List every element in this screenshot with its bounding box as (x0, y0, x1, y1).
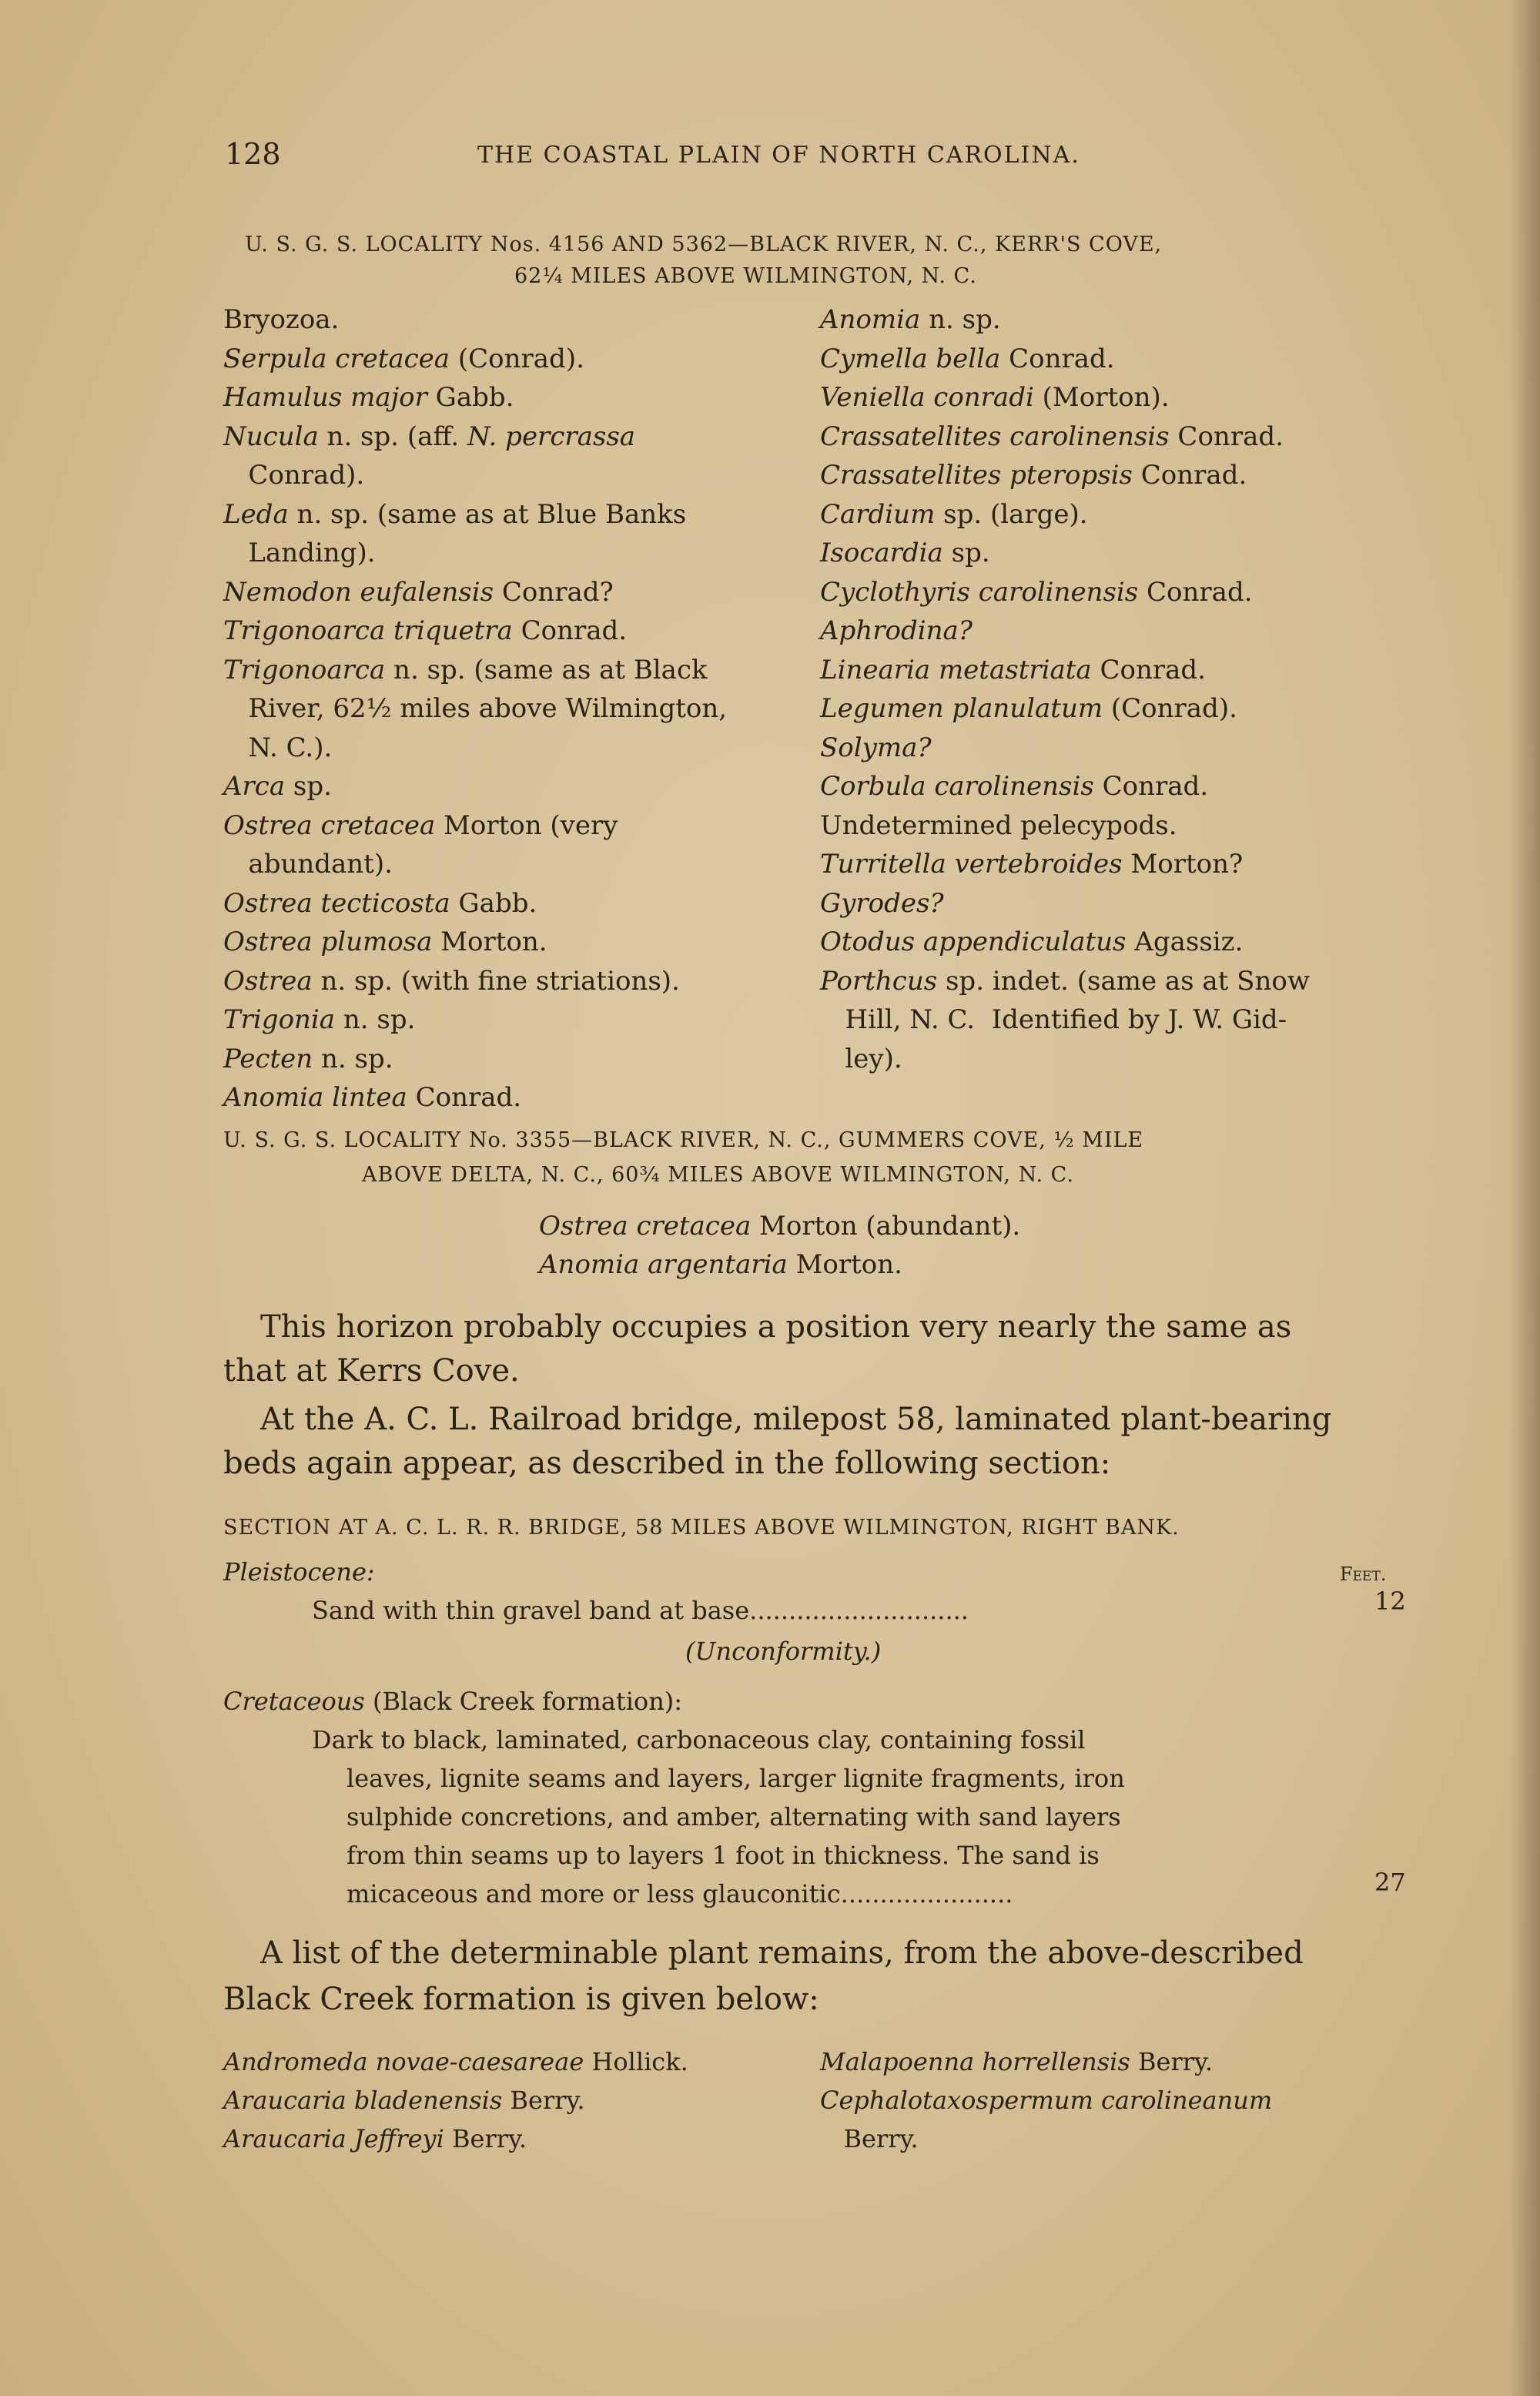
species-entry-italic: Ostrea plumosa (223, 927, 433, 957)
clay-line5: micaceous and more or less glauconitic...................... (346, 1879, 1013, 1908)
page-number: 128 (225, 137, 281, 171)
species-entry-italic: Leda (223, 498, 289, 530)
species-entry (223, 382, 514, 413)
species-entry-text: Conrad. (1132, 460, 1247, 491)
species-entry-text: (Conrad). (1103, 693, 1237, 724)
species-entry-text: n. sp. (with fine striations). (312, 965, 680, 997)
species-entry-italic: Arca (223, 771, 286, 802)
species-entry-italic: Anomia lintea (223, 1082, 407, 1113)
species-entry (223, 888, 537, 919)
locality2-caption-line2: ABOVE DELTA, N. C., 60¾ MILES ABOVE WILMINGTON, N. C. (362, 1163, 1074, 1187)
plant-entry-text: Berry. (444, 2124, 527, 2153)
species-entry-italic: Porthcus (820, 965, 938, 997)
species-entry-italic: Crassatellites carolinensis (820, 421, 1170, 452)
species-entry (223, 849, 393, 880)
species-entry (820, 810, 1177, 841)
species-entry-italic: Crassatellites pteropsis (820, 460, 1133, 491)
species-entry-italic: Ostrea cretacea (539, 1211, 752, 1242)
prose-p2-line1: At the A. C. L. Railroad bridge, milepost 58, laminated plant-bearing (260, 1402, 1332, 1437)
locality1-caption-line2: 62¼ MILES ABOVE WILMINGTON, N. C. (514, 264, 977, 288)
species-entry (223, 615, 627, 646)
species-entry (223, 1004, 415, 1035)
species-entry-text: sp. (large). (935, 498, 1088, 530)
species-entry-text: Hill, N. C. Identified by J. W. Gid- (820, 1004, 1287, 1035)
clay-thickness: 27 (1374, 1868, 1406, 1897)
species-entry-text: n. sp. (335, 1004, 416, 1035)
species-entry (223, 421, 635, 452)
species-entry (223, 1044, 393, 1074)
clay-line4: from thin seams up to layers 1 foot in thickness. The sand is (346, 1841, 1100, 1870)
species-entry (223, 577, 614, 608)
cretaceous-heading (223, 1687, 682, 1716)
species-entry-italic: Legumen planulatum (820, 693, 1103, 724)
clay-line2: leaves, lignite seams and layers, larger lignite fragments, iron (346, 1764, 1125, 1793)
species-entry (539, 1249, 902, 1280)
species-entry (820, 732, 932, 763)
plant-entry-italic: Andromeda novae-caesareae (223, 2047, 584, 2076)
species-entry-text: Morton. (432, 927, 547, 957)
species-entry (223, 538, 376, 568)
species-entry-italic: Trigonoarca triquetra (223, 615, 513, 646)
plant-entry (820, 2047, 1213, 2076)
plant-entry-text: Hollick. (584, 2047, 688, 2076)
species-entry (820, 888, 944, 919)
species-entry (820, 538, 990, 568)
plant-entry-text: Berry. (1130, 2047, 1214, 2076)
prose2-line1: A list of the determinable plant remains, from the above-described (260, 1935, 1304, 1971)
species-entry (223, 693, 727, 724)
species-entry (223, 732, 332, 763)
species-entry-text: n. sp. (920, 304, 1001, 335)
prose-p1-line1: This horizon probably occupies a position very nearly the same as (260, 1309, 1292, 1345)
cretaceous-rest: (Black Creek formation): (364, 1687, 683, 1716)
species-entry-text: Conrad? (494, 576, 614, 608)
species-entry-italic: Cardium (820, 498, 936, 530)
section-caption: SECTION AT A. C. L. R. R. BRIDGE, 58 MILES ABOVE WILMINGTON, RIGHT BANK. (223, 1516, 1180, 1540)
species-entry-italic: Solyma? (820, 732, 932, 763)
plant-entry (223, 2124, 527, 2153)
species-entry (539, 1211, 1020, 1242)
species-entry-text: Bryozoa. (223, 304, 340, 335)
species-entry (820, 966, 1310, 997)
species-entry-italic: Aphrodina? (820, 615, 973, 646)
species-entry (820, 1004, 1287, 1035)
species-entry-text: Conrad. (1138, 576, 1253, 608)
species-entry (223, 1082, 521, 1113)
unconformity-label: (Unconformity.) (685, 1637, 882, 1666)
species-entry-text: Gabb. (427, 382, 514, 413)
species-entry-text: (Morton). (1033, 382, 1170, 413)
species-entry-text: abundant). (223, 849, 393, 880)
species-entry-italic: Trigonia (223, 1004, 336, 1035)
pleistocene-label: Pleistocene: (223, 1557, 375, 1587)
species-entry-text: n. sp. (313, 1043, 393, 1074)
species-entry-italic: Nemodon eufalensis (223, 576, 494, 608)
species-entry (820, 615, 973, 646)
species-entry-text: Morton. (787, 1249, 902, 1280)
species-entry-italic: Turritella vertebroides (820, 849, 1123, 880)
species-entry-text: Conrad. (1091, 654, 1206, 685)
species-entry-text: Conrad). (223, 460, 365, 491)
clay-line3: sulphide concretions, and amber, alternating with sand layers (346, 1802, 1121, 1831)
plant-entry-text: Berry. (502, 2086, 585, 2115)
plant-entry (223, 2047, 688, 2076)
plant-entry-italic: Araucaria bladenensis (223, 2086, 503, 2115)
species-entry-italic: Hamulus major (223, 382, 427, 413)
species-entry (223, 655, 708, 685)
species-entry-text: N. C.). (223, 732, 333, 763)
species-entry (820, 927, 1243, 957)
species-entry-italic: Ostrea cretacea (223, 809, 436, 841)
clay-line1: Dark to black, laminated, carbonaceous clay, containing fossil (312, 1725, 1086, 1754)
sand-thickness: 12 (1374, 1587, 1406, 1616)
species-entry-text: Gabb. (450, 887, 537, 919)
species-entry-text: sp. (285, 771, 332, 802)
species-entry-text: Agassiz. (1126, 927, 1244, 957)
species-entry (820, 655, 1206, 685)
plant-entry (820, 2086, 1272, 2115)
species-entry (820, 1044, 902, 1074)
prose-p1-line2: that at Kerrs Cove. (223, 1353, 520, 1389)
species-entry (820, 771, 1208, 802)
species-entry (820, 849, 1243, 880)
species-entry-italic: Corbula carolinensis (820, 771, 1094, 802)
species-entry-text: River, 62½ miles above Wilmington, (223, 693, 728, 724)
species-entry (223, 966, 680, 997)
locality2-caption-line1: U. S. G. S. LOCALITY No. 3355—BLACK RIVER, N. C., GUMMERS COVE, ½ MILE (223, 1128, 1144, 1152)
species-entry (223, 927, 547, 957)
species-entry-text: Conrad. (407, 1082, 522, 1113)
species-entry-italic: Trigonoarca (223, 654, 386, 685)
plant-entry (223, 2086, 585, 2115)
running-title: THE COASTAL PLAIN OF NORTH CAROLINA. (477, 142, 1080, 169)
species-entry-italic: Anomia (820, 304, 921, 335)
species-entry (820, 421, 1284, 452)
species-entry-text: (Conrad). (450, 343, 584, 374)
species-entry (820, 343, 1115, 374)
species-entry-text: Morton (very (435, 809, 618, 841)
species-entry-text: sp. (942, 538, 990, 568)
plant-entry-italic: Araucaria Jeffreyi (223, 2124, 444, 2153)
species-entry-text: Conrad. (512, 615, 628, 646)
species-entry (820, 304, 1001, 335)
locality1-caption-line1: U. S. G. S. LOCALITY Nos. 4156 AND 5362—BLACK RIVER, N. C., KERR'S COVE, (245, 233, 1163, 256)
species-entry-text: Conrad. (1000, 343, 1115, 374)
species-entry-italic: Nucula (223, 421, 319, 452)
species-entry-italic: Isocardia (820, 538, 943, 568)
prose2-line2: Black Creek formation is given below: (223, 1982, 819, 2017)
species-entry-italic: Veniella conradi (820, 382, 1034, 413)
species-entry-text: Landing). (223, 538, 376, 568)
species-entry-text: ley). (820, 1043, 902, 1074)
species-entry-text: Conrad. (1169, 421, 1284, 452)
page-spine-shadow (1509, 0, 1540, 2396)
species-entry (820, 460, 1247, 491)
species-entry (223, 810, 618, 841)
species-entry-italic: Cymella bella (820, 343, 1001, 374)
plant-entry-italic: Malapoenna horrellensis (820, 2047, 1130, 2076)
species-entry (820, 499, 1088, 530)
species-entry-italic: Linearia metastriata (820, 654, 1092, 685)
prose-p2-line2: beds again appear, as described in the following section: (223, 1446, 1111, 1481)
plant-entry-italic: Cephalotaxospermum carolineanum (820, 2086, 1273, 2115)
species-entry-text: sp. indet. (same as at Snow (937, 965, 1310, 997)
species-entry (820, 577, 1253, 608)
species-entry (223, 304, 339, 335)
species-entry (820, 382, 1170, 413)
species-entry-italic: N. percrassa (467, 421, 636, 452)
feet-column-header: Feet. (1340, 1563, 1387, 1585)
species-entry-italic: Cyclothyris carolinensis (820, 576, 1139, 608)
species-entry-text: Morton? (1122, 849, 1244, 880)
species-entry (223, 343, 584, 374)
species-entry-text: Morton (abundant). (751, 1211, 1021, 1242)
species-entry-text: Undetermined pelecypods. (820, 809, 1177, 841)
species-entry (223, 460, 364, 491)
sand-description: Sand with thin gravel band at base............................ (312, 1596, 969, 1625)
species-entry-italic: Ostrea tecticosta (223, 887, 450, 919)
species-entry-italic: Serpula cretacea (223, 343, 450, 374)
species-entry-italic: Gyrodes? (820, 887, 944, 919)
species-entry-italic: Ostrea (223, 965, 313, 997)
species-entry-text: n. sp. (same as at Blue Banks (288, 498, 687, 530)
species-entry-italic: Pecten (223, 1043, 313, 1074)
plant-entry-text: Berry. (820, 2124, 919, 2153)
species-entry-text: n. sp. (same as at Black (385, 654, 708, 685)
cretaceous-label: Cretaceous (223, 1687, 365, 1716)
species-entry-text: Conrad. (1093, 771, 1209, 802)
species-entry (223, 771, 332, 802)
species-entry-italic: Otodus appendiculatus (820, 927, 1127, 957)
species-entry (820, 693, 1237, 724)
plant-entry (820, 2124, 919, 2153)
species-entry-italic: Anomia argentaria (539, 1249, 788, 1280)
species-entry (223, 499, 686, 530)
species-entry-text: n. sp. (aff. (318, 421, 467, 452)
